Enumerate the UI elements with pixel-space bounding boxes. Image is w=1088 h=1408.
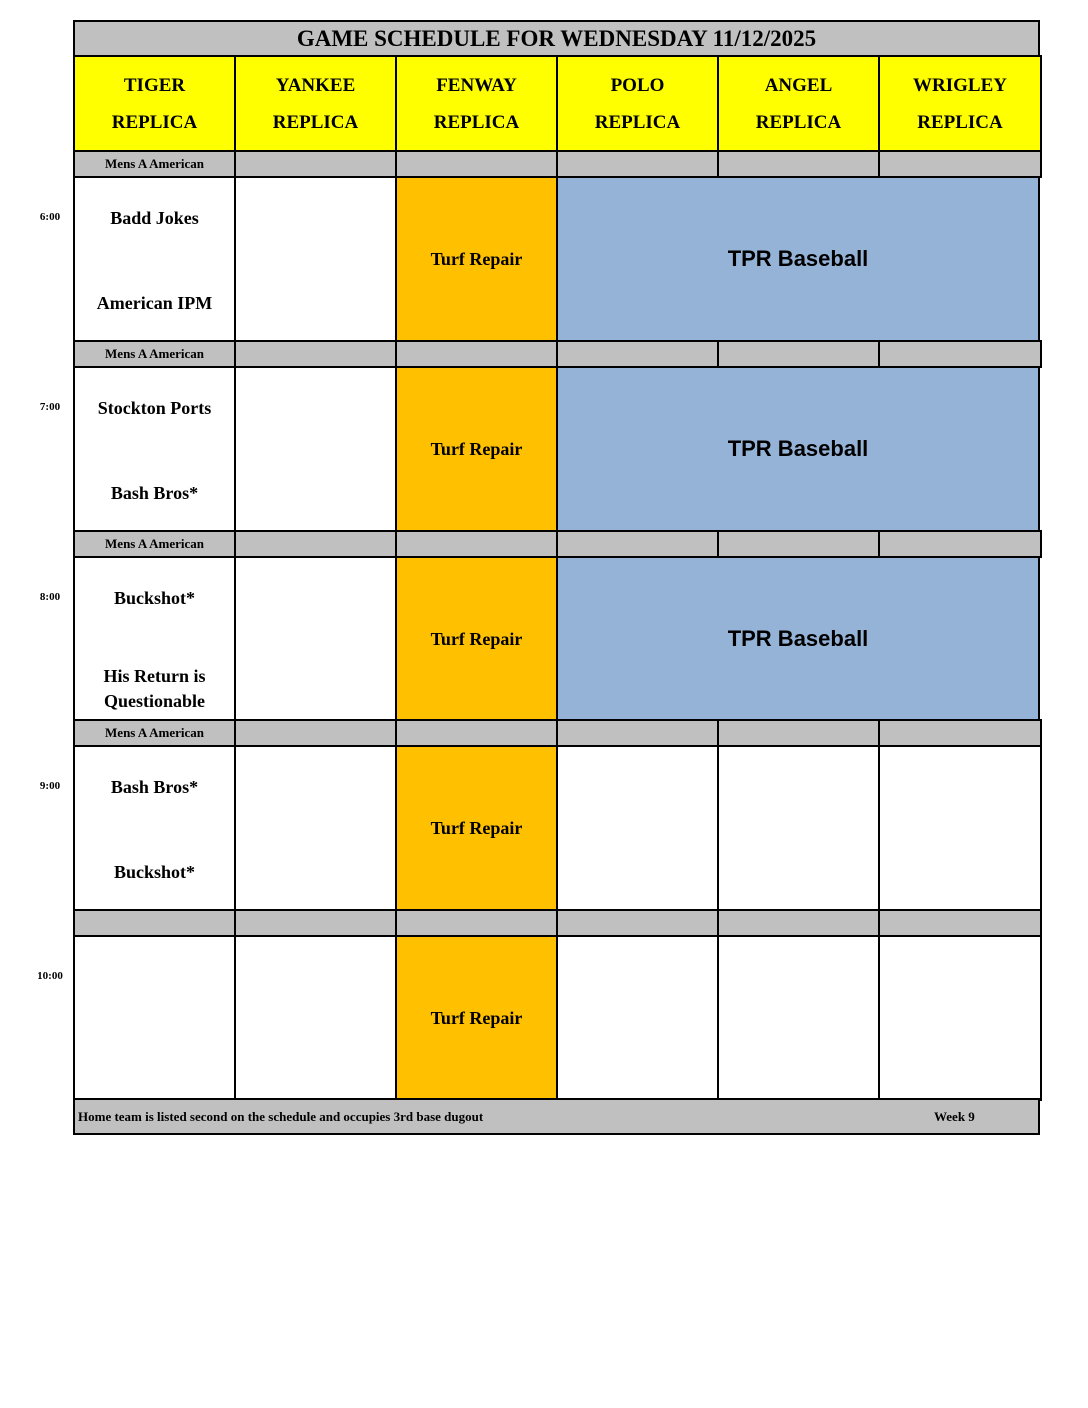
field-type: REPLICA — [111, 111, 198, 133]
time-label: 6:00 — [39, 211, 61, 223]
time-label: 8:00 — [39, 591, 61, 603]
sub-header-cell — [556, 530, 719, 558]
empty-cell — [556, 935, 719, 1101]
field-type: REPLICA — [917, 111, 1003, 133]
home-team: American IPM — [96, 293, 213, 313]
turf-repair-block: Turf Repair — [395, 176, 558, 342]
league-label — [73, 909, 236, 937]
time-label: 9:00 — [39, 780, 61, 792]
time-label: 10:00 — [37, 970, 63, 982]
sub-header-cell — [556, 150, 719, 178]
field-header-wrigley — [878, 55, 1042, 152]
league-label: Mens A American — [73, 719, 236, 747]
turf-repair-block: Turf Repair — [395, 556, 558, 722]
league-label: Mens A American — [73, 530, 236, 558]
sub-header-cell — [234, 340, 397, 368]
game-cell — [73, 935, 236, 1101]
field-header-fenway — [395, 55, 558, 152]
sub-header-cell — [556, 719, 719, 747]
league-label: Mens A American — [73, 150, 236, 178]
sub-header-cell — [878, 340, 1042, 368]
sub-header-cell — [556, 340, 719, 368]
game-cell — [73, 556, 236, 722]
field-header-angel — [717, 55, 880, 152]
home-team: His Return is Questionable — [103, 666, 206, 711]
empty-cell — [878, 935, 1042, 1101]
sub-header-cell — [878, 150, 1042, 178]
away-team: Stockton Ports — [97, 398, 212, 418]
away-team: Buckshot* — [113, 588, 196, 608]
field-type: REPLICA — [594, 111, 681, 133]
week-label: Week 9 — [934, 1108, 975, 1124]
away-team: Bash Bros* — [110, 777, 199, 797]
field-header-yankee — [234, 55, 397, 152]
sub-header-cell — [717, 530, 880, 558]
tpr-baseball-block: TPR Baseball — [556, 556, 1040, 722]
empty-cell — [234, 176, 397, 342]
away-team: Badd Jokes — [110, 208, 199, 228]
empty-cell — [234, 556, 397, 722]
sub-header-cell — [234, 150, 397, 178]
league-label: Mens A American — [73, 340, 236, 368]
sub-header-cell — [395, 340, 558, 368]
sub-header-cell — [234, 719, 397, 747]
field-header-tiger — [73, 55, 236, 152]
sub-header-cell — [878, 719, 1042, 747]
sub-header-cell — [395, 150, 558, 178]
schedule-title: GAME SCHEDULE FOR WEDNESDAY 11/12/2025 — [73, 20, 1040, 57]
sub-header-cell — [395, 530, 558, 558]
field-name: TIGER — [123, 74, 186, 96]
field-name: YANKEE — [275, 74, 356, 96]
empty-cell — [234, 745, 397, 911]
turf-repair-block: Turf Repair — [395, 935, 558, 1101]
sub-header-cell — [395, 909, 558, 937]
time-label: 7:00 — [39, 401, 61, 413]
sub-header-cell — [717, 909, 880, 937]
field-type: REPLICA — [433, 111, 520, 133]
sub-header-cell — [395, 719, 558, 747]
sub-header-cell — [717, 150, 880, 178]
sub-header-cell — [878, 530, 1042, 558]
field-name: POLO — [610, 74, 665, 96]
game-cell — [73, 176, 236, 342]
field-name: ANGEL — [764, 74, 833, 96]
turf-repair-block: Turf Repair — [395, 366, 558, 532]
sub-header-cell — [878, 909, 1042, 937]
game-cell — [73, 745, 236, 911]
game-cell — [73, 366, 236, 532]
home-team: Bash Bros* — [110, 483, 199, 503]
turf-repair-block: Turf Repair — [395, 745, 558, 911]
field-type: REPLICA — [755, 111, 842, 133]
empty-cell — [717, 935, 880, 1101]
empty-cell — [556, 745, 719, 911]
sub-header-cell — [234, 909, 397, 937]
footer-bar — [73, 1098, 1040, 1135]
sub-header-cell — [717, 719, 880, 747]
home-team: Buckshot* — [113, 862, 196, 882]
tpr-baseball-block: TPR Baseball — [556, 176, 1040, 342]
empty-cell — [234, 935, 397, 1101]
sub-header-cell — [556, 909, 719, 937]
field-name: FENWAY — [436, 74, 517, 96]
field-name: WRIGLEY — [913, 74, 1007, 96]
field-type: REPLICA — [272, 111, 359, 133]
tpr-baseball-block: TPR Baseball — [556, 366, 1040, 532]
empty-cell — [717, 745, 880, 911]
sub-header-cell — [717, 340, 880, 368]
empty-cell — [878, 745, 1042, 911]
sub-header-cell — [234, 530, 397, 558]
field-header-polo — [556, 55, 719, 152]
empty-cell — [234, 366, 397, 532]
footer-note: Home team is listed second on the schedule and occupies 3rd base dugout — [78, 1108, 484, 1124]
